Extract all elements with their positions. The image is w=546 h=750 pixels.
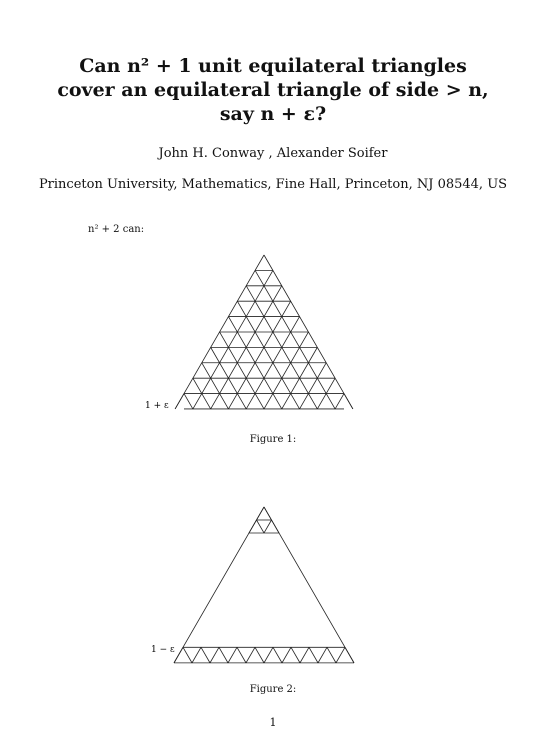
- fig2-strip-line: [228, 647, 237, 663]
- fig1-strip-line: [175, 394, 184, 409]
- fig2-strip-line: [201, 647, 210, 663]
- fig2-strip-line: [282, 647, 291, 663]
- fig2-strip-line: [192, 647, 201, 663]
- fig1-strip-line: [326, 394, 335, 409]
- fig1-l-line: [184, 255, 264, 394]
- title-line-1: Can n² + 1 unit equilateral triangles: [79, 55, 467, 77]
- fig2-strip-line: [264, 647, 273, 663]
- figure-2-caption: Figure 2:: [249, 684, 297, 695]
- fig1-strip-line: [228, 394, 237, 409]
- fig2-strip-line: [300, 647, 309, 663]
- fig2-strip-line: [237, 647, 246, 663]
- fig1-strip-line: [335, 394, 344, 409]
- fig2-strip-line: [174, 647, 183, 663]
- fig1-strip-line: [211, 394, 220, 409]
- lead-text: n² + 2 can:: [88, 224, 145, 235]
- fig1-l-line: [255, 317, 299, 394]
- fig2-strip-line: [210, 647, 219, 663]
- fig2-strip-line: [309, 647, 318, 663]
- fig1-strip-line: [246, 394, 255, 409]
- fig1-r-line: [246, 286, 308, 394]
- fig1-strip-line: [237, 394, 246, 409]
- fig2-strip-line: [291, 647, 300, 663]
- fig1-strip-line: [202, 394, 211, 409]
- fig2-strip-line: [336, 647, 345, 663]
- fig2-strip-line: [219, 647, 228, 663]
- fig1-l-line: [220, 286, 282, 394]
- fig1-strip-line: [317, 394, 326, 409]
- fig1-r-line: [228, 317, 272, 394]
- fig1-r-line: [264, 255, 344, 394]
- fig1-strip-line: [184, 394, 193, 409]
- fig2-strip-line: [183, 647, 192, 663]
- fig2-strip-line: [246, 647, 255, 663]
- figure-1-diagram: [175, 255, 353, 409]
- fig2-top-l-line: [264, 520, 272, 533]
- fig1-strip-line: [344, 394, 353, 409]
- fig2-top-r-line: [257, 520, 265, 533]
- figure-2-diagram: [174, 507, 354, 663]
- fig1-r-line: [193, 378, 202, 393]
- fig1-strip-line: [300, 394, 309, 409]
- fig1-strip-line: [291, 394, 300, 409]
- title-line-3: say n + ε?: [219, 103, 327, 125]
- fig2-strip-line: [318, 647, 327, 663]
- fig2-strip-line: [273, 647, 282, 663]
- fig1-strip-line: [282, 394, 291, 409]
- fig1-strip-line: [273, 394, 282, 409]
- fig1-strip-line: [308, 394, 317, 409]
- fig1-strip-line: [255, 394, 264, 409]
- figure-1-label: 1 + ε: [145, 401, 169, 411]
- figure-2-label: 1 − ε: [151, 645, 175, 655]
- fig1-strip-line: [264, 394, 273, 409]
- page-number: 1: [269, 716, 277, 729]
- fig1-strip-line: [193, 394, 202, 409]
- fig1-strip-line: [220, 394, 229, 409]
- fig1-l-line: [326, 378, 335, 393]
- fig2-strip-line: [345, 647, 354, 663]
- title-line-2: cover an equilateral triangle of side > n,: [57, 79, 489, 101]
- fig2-strip-line: [327, 647, 336, 663]
- fig2-strip-line: [255, 647, 264, 663]
- authors: John H. Conway , Alexander Soifer: [158, 146, 388, 161]
- figure-1-caption: Figure 1:: [249, 434, 297, 445]
- affiliation: Princeton University, Mathematics, Fine Hall, Princeton, NJ 08544, US: [38, 177, 508, 192]
